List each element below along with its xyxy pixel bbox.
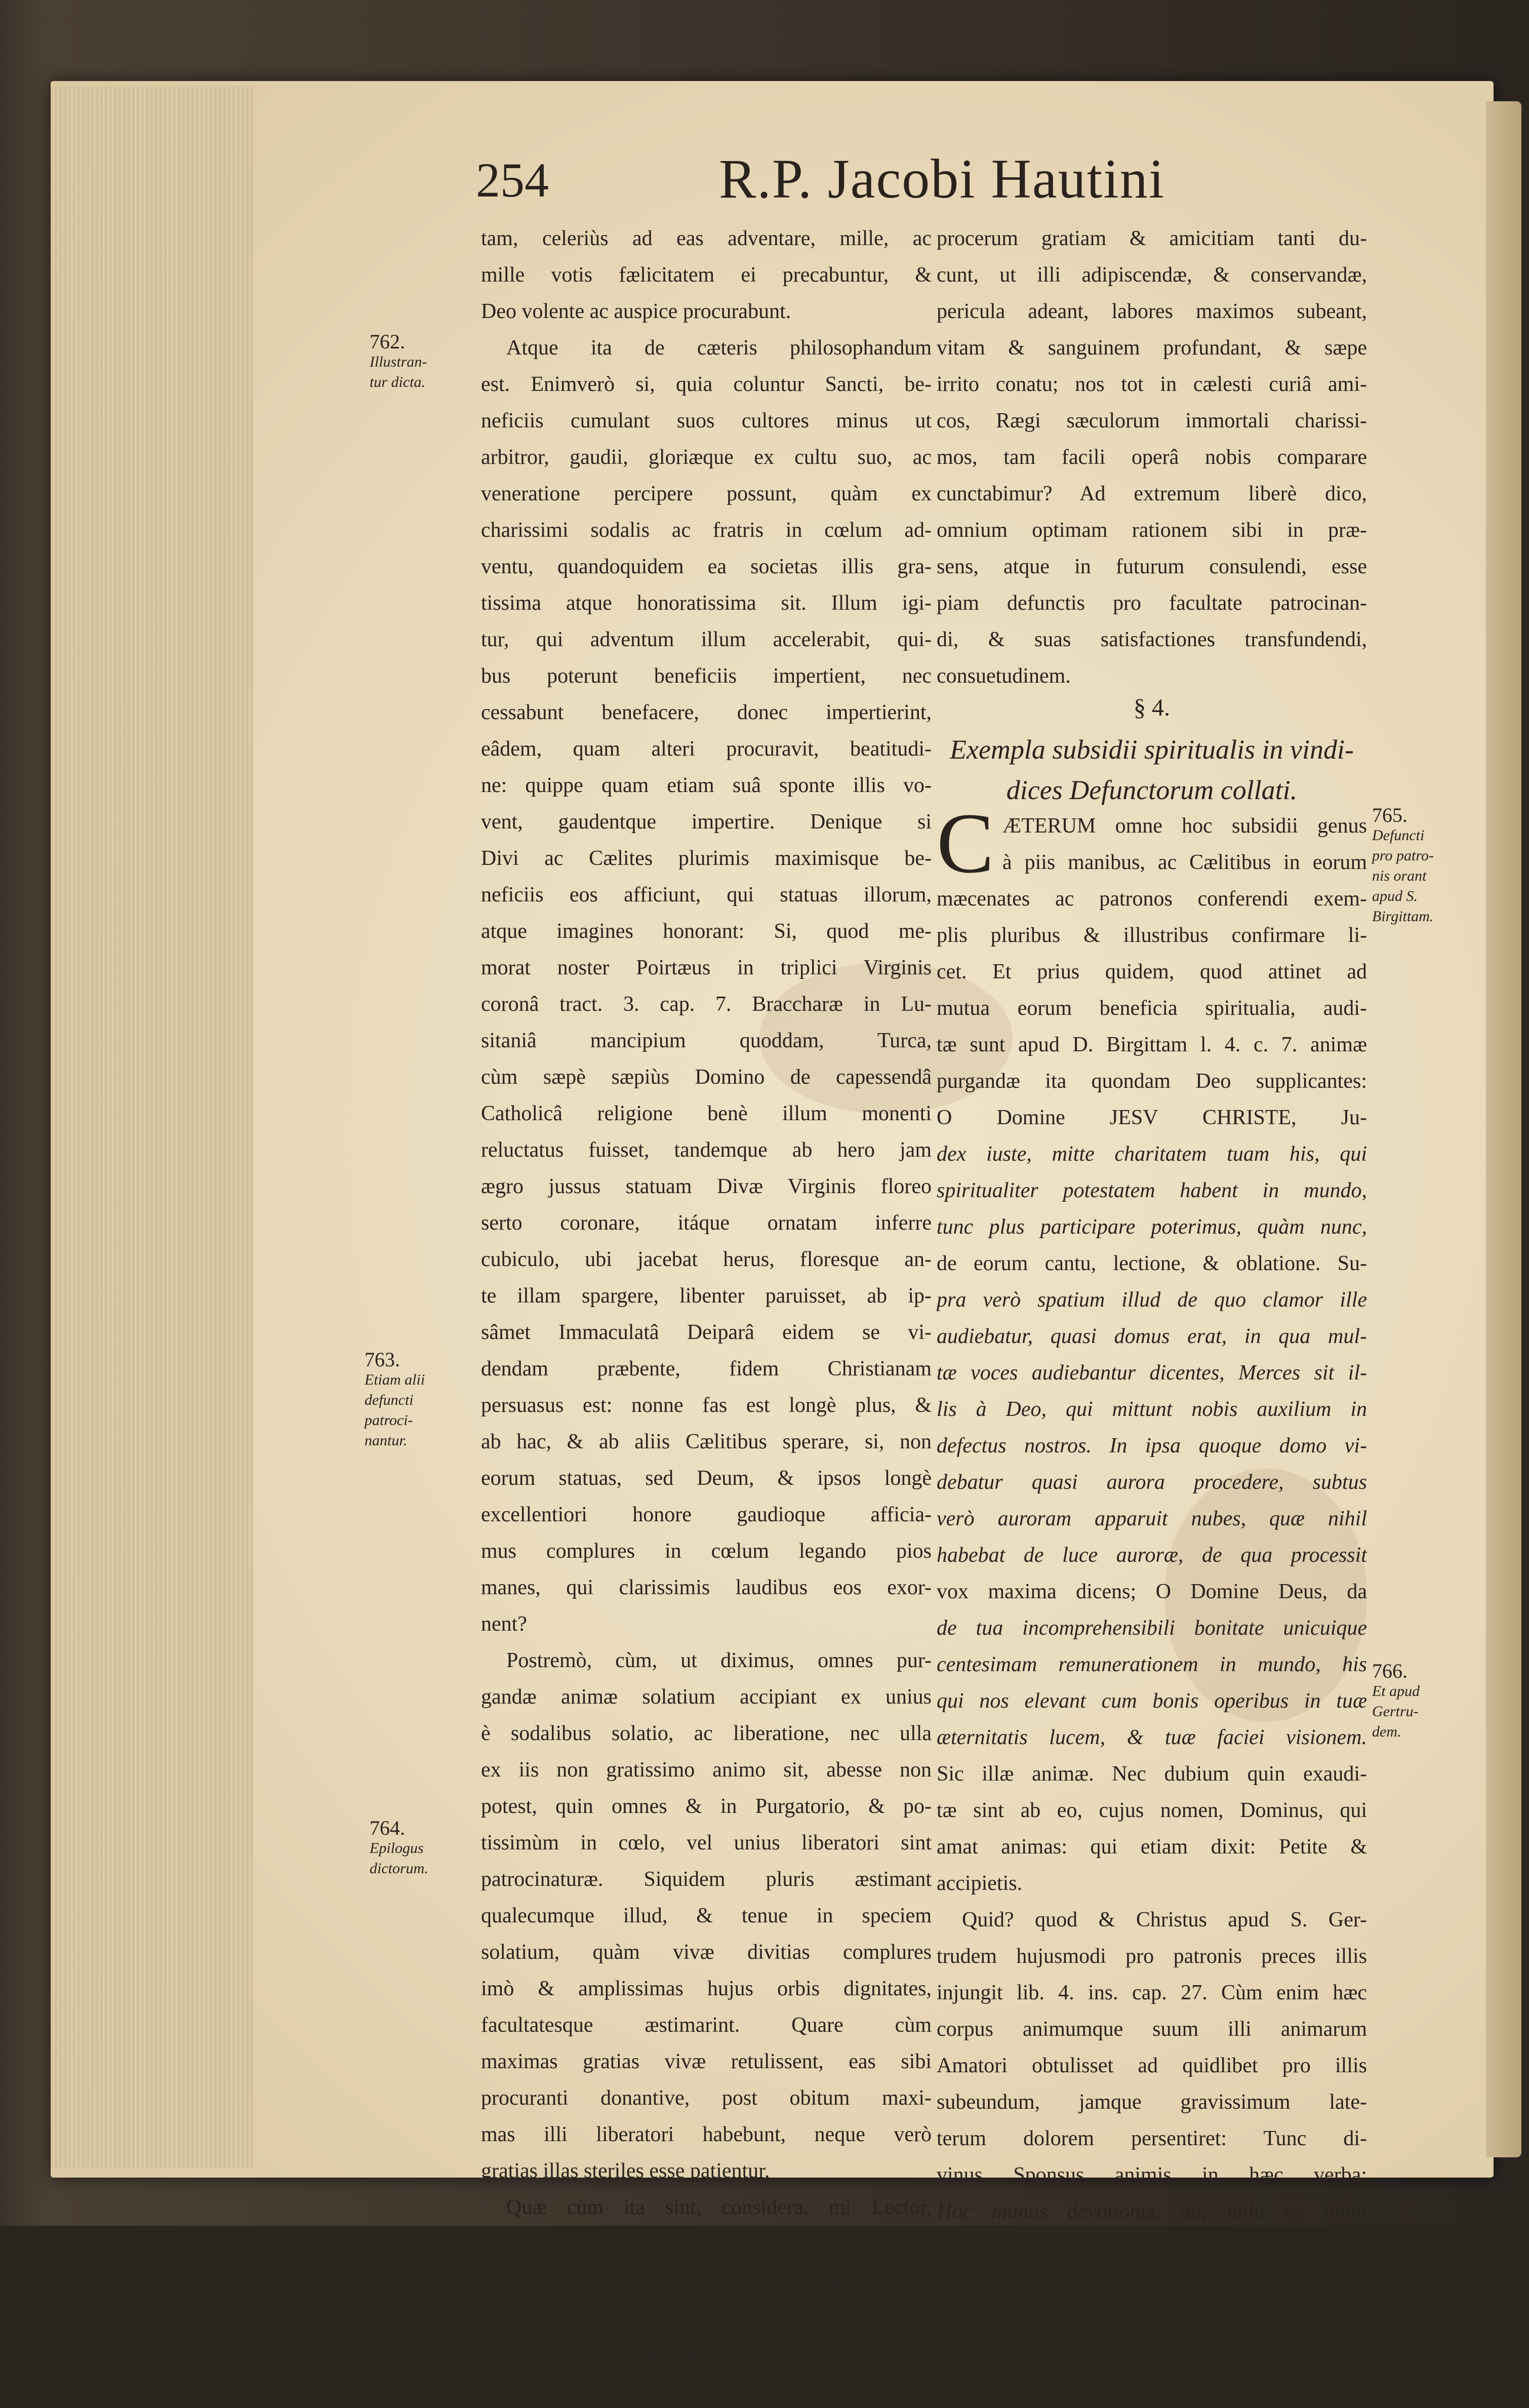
section-title-line: Exempla subsidii spiritualis in vindi- [950, 734, 1354, 765]
text-line: tum te illi impende. Nam si mortales [481, 2378, 792, 2401]
text-line: de tua incomprehensibili bonitate unicuique [937, 1616, 1367, 1640]
text-line: facultatesque æstimarint. Quare cùm [481, 2014, 932, 2037]
text-line: accipietis. [937, 1872, 1023, 1895]
margin-note-line: Birgittam. [1372, 908, 1434, 925]
text-line: arbitror, gaudii, gloriæque ex cultu suo, ac [481, 446, 932, 469]
text-line: centesimam remunerationem in mundo, his [937, 1653, 1367, 1676]
text-line: te movet ratio utilitatis veræ, ac solidæ, to- [481, 2342, 932, 2365]
text-line: trudem hujusmodi pro patronis preces illis [937, 1945, 1367, 1968]
text-line: qualecumque illud, & tenue in speciem [481, 1904, 932, 1927]
text-line: coronâ tract. 3. cap. 7. Braccharæ in Lu- [481, 993, 932, 1016]
text-line: plis pluribus & illustribus confirmare li- [937, 924, 1367, 947]
section-title [942, 729, 1362, 810]
text-line: gandæ animæ solatium accipiant ex unius [481, 1685, 932, 1709]
text-line: defectus nostros. In ipsa quoque domo vi- [937, 1434, 1367, 1457]
text-line: audiebatur, quasi domus erat, in qua mul- [937, 1325, 1367, 1348]
text-line: à piis manibus, ac Cælitibus in eorum [1002, 851, 1367, 874]
text-line: tam, celeriùs ad eas adventare, mille, ac [481, 227, 932, 250]
text-line: æternitatis lucem, & tuæ faciei visionem. [937, 1726, 1367, 1749]
text-line: Deo volente ac auspice procurabunt. [481, 300, 791, 323]
text-line: gratias illas steriles esse patientur. [481, 2159, 770, 2183]
margin-note-line: Illustran- [370, 353, 427, 370]
text-line: O Domine JESV CHRISTE, Ju- [937, 1106, 1367, 1129]
text-line: piam defunctis pro facultate patrocinan- [937, 591, 1367, 615]
text-line: mos, tam facili operâ nobis comparare [937, 446, 1367, 469]
text-line: solatium, quàm vivæ divitias complures [481, 1941, 932, 1964]
text-line: procerum gratiam & amicitiam tanti du- [937, 227, 1367, 250]
text-line: cet. Et prius quidem, quod attinet ad [937, 960, 1367, 983]
margin-note-line: dem. [1372, 1723, 1401, 1740]
text-line: charissimi sodalis ac fratris in cœlum ad- [481, 519, 932, 542]
text-line: omnium optimam rationem sibi in præ- [937, 519, 1367, 542]
margin-note-number: 764. [370, 1817, 405, 1839]
text-line: terum dolorem persentiret: Tunc di- [937, 2127, 1367, 2150]
text-line: te illam spargere, libenter paruisset, ab ip- [481, 1284, 932, 1308]
text-line: serto coronare, itáque ornatam inferre [481, 1211, 932, 1235]
section-mark: § 4. [1134, 694, 1170, 721]
text-line: sâmet Immaculatâ Deiparâ eidem se vi- [481, 1321, 932, 1344]
text-line: eâdem, quam alteri procuravit, beatitudi- [481, 737, 932, 761]
text-line: persuasus est: nonne fas est longè plus, & [481, 1394, 932, 1417]
text-line: nent? [481, 1612, 527, 1636]
text-line: spiritualiter potestatem habent in mundo, [937, 1179, 1367, 1202]
margin-note-764 [370, 1818, 471, 1879]
text-line: est. Enimverò si, quia coluntur Sancti, be- [481, 373, 932, 396]
text-line: cùm sæpè sæpiùs Domino de capessendâ [481, 1065, 932, 1089]
margin-note-number: 765. [1372, 804, 1407, 826]
text-line: ægro jussus statuam Divæ Virginis floreo [481, 1175, 932, 1198]
text-line: reluctatus fuisset, tandemque ab hero jam [481, 1138, 932, 1162]
text-line: tæ sunt apud D. Birgittam l. 4. c. 7. animæ [937, 1033, 1367, 1056]
text-line: tur, qui adventum illum accelerabit, qui- [481, 628, 932, 651]
text-line: vitam & sanguinem profundant, & sæpe [937, 336, 1367, 360]
text-line: tæ sint ab eo, cujus nomen, Dominus, qui [937, 1799, 1367, 1822]
text-line: potest, quin omnes & in Purgatorio, & po- [481, 1795, 932, 1818]
margin-note-number: 762. [370, 330, 405, 353]
text-line: morat noster Poirtæus in triplici Virginis [481, 956, 932, 979]
text-line: Quæ cùm ita sint, considera, mi Lector, [506, 2196, 932, 2219]
margin-note-766 [1372, 1661, 1473, 1742]
text-line: imò & amplissimas hujus orbis dignitates, [481, 1977, 932, 2000]
text-line: tentes ac Deo gratiosos tibi parias, dum, [481, 2269, 932, 2292]
text-line: mille votis fælicitatem ei precabuntur, & [481, 263, 932, 287]
margin-note-line: Epilogus [370, 1840, 424, 1857]
text-line: subeundum, jamque gravissimum late- [937, 2090, 1367, 2114]
text-line: sens, atque in futurum consulendi, esse [937, 555, 1367, 578]
margin-note-number: 763. [365, 1348, 400, 1371]
text-line: de eorum cantu, lectione, & oblatione. Su- [937, 1252, 1367, 1275]
margin-note-line: Etiam alii [365, 1371, 425, 1388]
text-line: Quid? quod & Christus apud S. Ger- [962, 1908, 1367, 1931]
margin-note-765 [1372, 805, 1473, 927]
text-line: cunctabimur? Ad extremum liberè dico, [937, 482, 1367, 505]
text-line: qui nos elevant cum bonis operibus in tuæ [937, 1689, 1367, 1713]
text-line: tæ voces audiebantur dicentes, Merces sit il- [937, 1361, 1367, 1385]
text-line: Atque ita de cæteris philosophandum [506, 336, 932, 360]
margin-note-line: tur dicta. [370, 374, 425, 390]
page-number: 254 [476, 153, 549, 207]
text-line: levandis piis manibus te addicis, & si quid [481, 2305, 932, 2328]
text-line: lis à Deo, qui mittunt nobis auxilium in [937, 1398, 1367, 1421]
margin-note-line: apud S. [1372, 888, 1418, 904]
left-column [481, 220, 932, 2408]
text-line: ex iis non gratissimo animo sit, abesse non [481, 1758, 932, 1782]
text-line: debatur quasi aurora procedere, subtus [937, 1471, 1367, 1494]
text-line: corpus animumque suum illi animarum [937, 2018, 1367, 2041]
text-line: irrito conatu; nos tot in cælesti curiâ ami- [937, 373, 1367, 396]
page-edges [51, 86, 253, 2167]
text-line: tunc plus participare poterimus, quàm nunc, [937, 1215, 1367, 1239]
text-line: cunt, ut illi adipiscendæ, & conservandæ, [937, 263, 1367, 287]
text-line: quot amicos, quot patronos, & quàm po- [481, 2232, 932, 2256]
section-title-line: dices Defunctorum collati. [1006, 775, 1298, 805]
text-line: mas illi liberatori habebunt, neque verò [481, 2123, 932, 2146]
text-line: ne: quippe quam etiam suâ sponte illis vo- [481, 774, 932, 797]
text-line: maximas gratias vivæ retulissent, eas sibi [481, 2050, 932, 2073]
margin-note-line: nantur. [365, 1432, 408, 1449]
text-line: vinus Sponsus animis in hæc verba: [937, 2163, 1367, 2187]
text-line: Divi ac Cælites plurimis maximisque be- [481, 847, 932, 870]
text-line: dex iuste, mitte charitatem tuam his, qui [937, 1142, 1367, 1166]
text-line: amat animas: qui etiam dixit: Petite & [937, 1835, 1367, 1859]
text-line: ventu, quandoquidem ea societas illis gra- [481, 555, 932, 578]
margin-note-line: Et apud [1372, 1683, 1420, 1700]
margin-note-line: patroci- [365, 1412, 413, 1429]
right-column-top [937, 220, 1367, 694]
text-line: vox maxima dicens; O Domine Deus, da [937, 1580, 1367, 1603]
running-title: R.P. Jacobi Hautini [719, 148, 1165, 210]
margin-note-line: nis orant [1372, 867, 1427, 884]
text-line: patrocinaturæ. Siquidem pluris æstimant [481, 1868, 932, 1891]
margin-note-763 [365, 1350, 471, 1451]
text-line: Amatori obtulisset ad quidlibet pro illis [937, 2054, 1367, 2077]
text-line: ab hac, & ab aliis Cælitibus sperare, si, non [481, 1430, 932, 1453]
text-line: Sic illæ animæ. Nec dubium quin exaudi- [937, 1762, 1367, 1786]
margin-note-line: pro patro- [1372, 847, 1434, 864]
text-line: Catholicâ religione benè illum monenti [481, 1102, 932, 1125]
text-line: di, & suas satisfactiones transfundendi, [937, 628, 1367, 651]
margin-note-762 [370, 332, 471, 392]
text-line: manes, qui clarissimis laudibus eos exor- [481, 1576, 932, 1599]
text-line: Postremò, cùm, ut diximus, omnes pur- [506, 1649, 932, 1672]
text-line: habebat de luce auroræ, de qua processit [937, 1544, 1367, 1567]
text-line: bus poterunt beneficiis impertient, nec [481, 664, 932, 688]
text-line: neficiis cumulant suos cultores minus ut [481, 409, 932, 432]
facing-page-edge [1486, 101, 1521, 2157]
text-line: è sodalibus solatio, ac liberatione, nec ulla [481, 1722, 932, 1745]
margin-note-number: 766. [1372, 1660, 1407, 1682]
margin-note-line: dictorum. [370, 1860, 428, 1877]
right-column-bottom [937, 808, 1367, 2303]
text-line: cos, Rægi sæculorum immortali charissi- [937, 409, 1367, 432]
text-line: mæcenates ac patronos conferendi exem- [937, 887, 1367, 911]
text-line: atque imagines honorant: Si, quod me- [481, 920, 932, 943]
drop-cap: C [937, 796, 994, 891]
text-line: Hoc munus devotionis, ait, mihi ex tanto [937, 2200, 1367, 2223]
text-line: veneratione percipere possunt, quàm ex [481, 482, 932, 505]
text-line: pra verò spatium illud de quo clamor ille [937, 1288, 1367, 1312]
text-line: excellentiori honore gaudioque afficia- [481, 1503, 932, 1526]
text-line: cubiculo, ubi jacebat herus, floresque an- [481, 1248, 932, 1271]
text-line: consuetudinem. [937, 664, 1071, 688]
text-line: mutua eorum beneficia spiritualia, audi- [937, 997, 1367, 1020]
text-line: affectu à Sponsa meâ oblatum, exhibeo vobis [937, 2236, 1367, 2260]
text-line: in cumu- [937, 2273, 1012, 2296]
text-line: tissimùm in cœlo, vel unius liberatori sint [481, 1831, 932, 1854]
text-line: injungit lib. 4. ins. cap. 27. Cùm enim hæc [937, 1981, 1367, 2004]
text-line: pericula adeant, labores maximos subeant, [937, 300, 1367, 323]
text-line: procuranti donantive, post obitum maxi- [481, 2086, 932, 2110]
text-line: mus complures in cœlum legando pios [481, 1539, 932, 1563]
text-line: verò auroram apparuit nubes, quæ nihil [937, 1507, 1367, 1530]
margin-note-line: defuncti [365, 1392, 414, 1408]
text-line: tissima atque honoratissima sit. Illum igi- [481, 591, 932, 615]
text-line: sitaniâ mancipium quoddam, Turca, [481, 1029, 932, 1052]
text-line: cessabunt benefacere, donec impertierint, [481, 701, 932, 724]
text-line: purgandæ ita quondam Deo supplicantes: [937, 1070, 1367, 1093]
text-line: vent, gaudentque impertire. Denique si [481, 810, 932, 834]
margin-note-line: Gertru- [1372, 1703, 1419, 1720]
text-line: ÆTERUM omne hoc subsidii genus [1002, 814, 1367, 838]
text-line: eorum statuas, sed Deum, & ipsos longè [481, 1467, 932, 1490]
text-line: neficiis eos afficiunt, qui statuas illorum, [481, 883, 932, 906]
margin-note-line: Defuncti [1372, 827, 1425, 844]
text-line: dendam præbente, fidem Christianam [481, 1357, 932, 1380]
